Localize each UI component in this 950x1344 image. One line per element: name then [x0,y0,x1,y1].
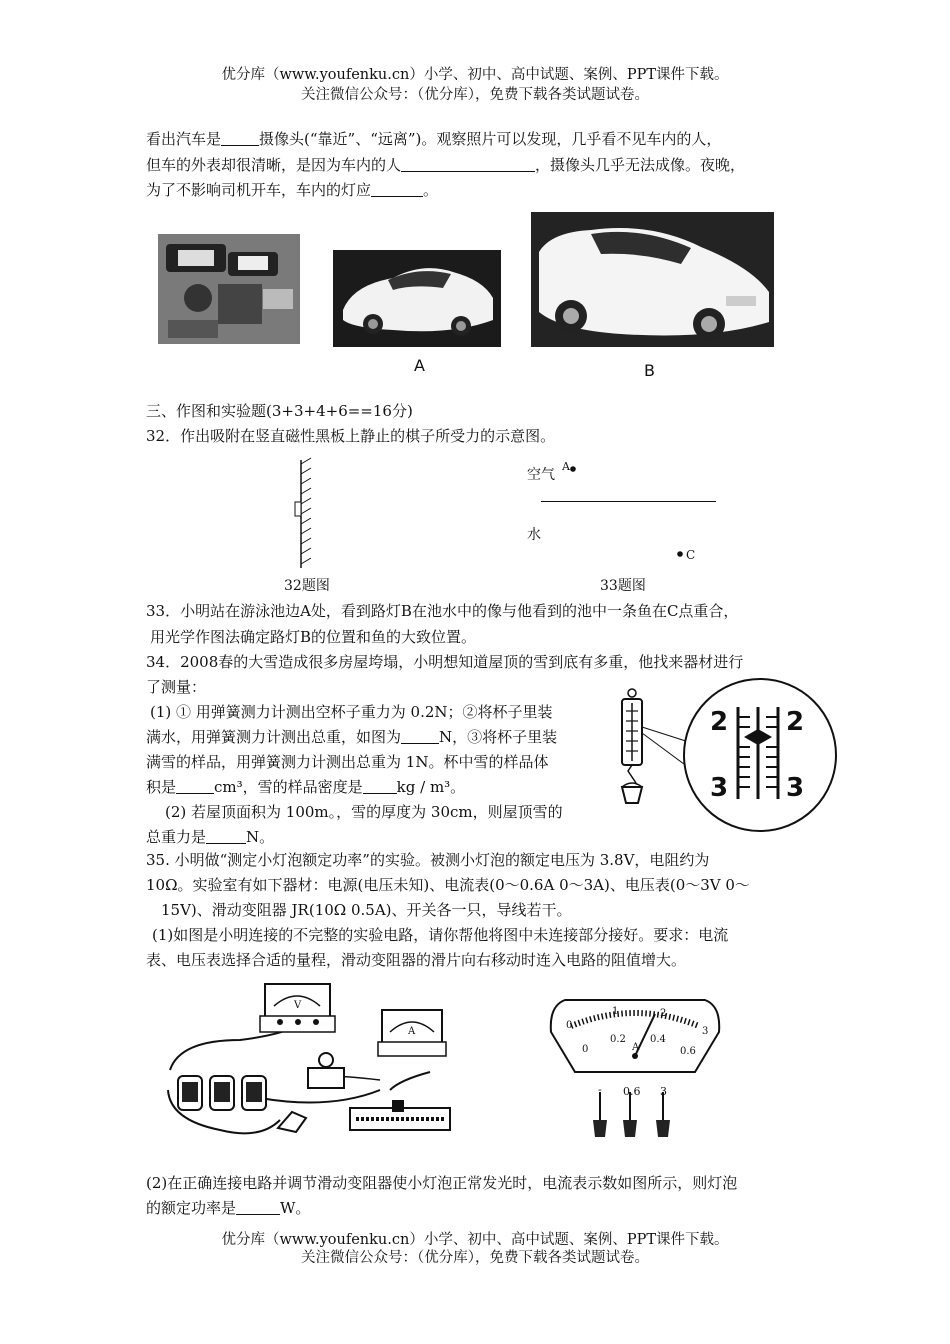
q34-text: 积是 [146,778,177,796]
header-line-2: 关注微信公众号：（优分库），免费下载各类试题试卷。 [301,87,649,103]
ammeter-label: A [408,1026,416,1037]
label-air: 空气 [527,467,555,483]
q34-p1-line-d: 满雪的样品，用弹簧测力计测出总重为 1N。杯中雪的样品体 [146,753,549,771]
circuit-figure [160,980,460,1146]
voltmeter-label: V [294,1000,302,1011]
camera-drawing [158,234,300,344]
q35-line-3: 15V)、滑动变阻器 JR(10Ω 0.5A)、开关各一只，导线若干。 [161,901,572,919]
blank[interactable] [176,777,214,794]
q33-line-2: 用光学作图法确定路灯B的位置和鱼的大致位置。 [150,628,477,646]
car-a-drawing [333,250,501,347]
meter-top-label-1: 1 [612,1006,619,1017]
q33-line-1: 33．小明站在游泳池边A处，看到路灯B在池水中的像与他看到的池中一条鱼在C点重合， [146,602,739,620]
q31-line-3 [146,178,811,203]
q31-text: 。 [423,181,439,199]
scale-label-3-left: 3 [710,773,729,803]
label-water: 水 [527,527,541,543]
terminal-minus-label: - [598,1083,602,1096]
blank[interactable] [221,129,259,146]
meter-unit-label: A [632,1042,640,1053]
photo-label-a: A [414,356,425,375]
q35-text: 的额定功率是 [146,1199,237,1217]
q35-line-1: 35. 小明做“测定小灯泡额定功率”的实验。被测小灯泡的额定电压为 3.8V，电阻约为 [146,851,710,869]
label-point-a: A [562,460,570,473]
terminal-3-label: 3 [660,1085,667,1098]
q34-p2-line-b [146,825,811,850]
camera-photo [158,234,300,344]
q31-text: ，摄像头几乎无法成像。夜晚， [535,156,746,174]
q34-text: 满水，用弹簧测力计测出总重，如图为 [146,728,402,746]
blank[interactable] [206,827,246,844]
ammeter-reading-figure [545,992,725,1144]
q31-text: 为了不影响司机开车，车内的灯应 [146,181,372,199]
scale-label-3-right: 3 [786,773,805,803]
point-c-dot [677,551,683,557]
header-line-1: 优分库（www.youfenku.cn）小学、初中、高中试题、案例、PPT课件下载。 [221,67,729,83]
q35-text: W。 [280,1199,311,1217]
q35-line-2: 10Ω。实验室有如下器材：电源(电压未知)、电流表(0～0.6A 0～3A)、电压表(0～3V 0～ [146,876,750,894]
water-surface-line [541,500,717,504]
q35-p1-line-a: (1)如图是小明连接的不完整的实验电路，请你帮他将图中未连接部分接好。要求：电流 [152,926,729,944]
meter-bottom-label-04: 0.4 [650,1034,666,1045]
meter-bottom-label-06: 0.6 [680,1046,696,1057]
footer-line-1: 优分库（www.youfenku.cn）小学、初中、高中试题、案例、PPT课件下载。 [221,1232,729,1248]
meter-top-label-0: 0 [566,1020,573,1031]
car-photo-b [531,212,774,347]
q34-line-1: 34．2008春的大雪造成很多房屋垮塌，小明想知道屋顶的雪到底有多重，他找来器材进行 [146,653,744,671]
q34-p2-line-a: (2) 若屋顶面积为 100m。，雪的厚度为 30cm，则屋顶雪的 [165,803,563,821]
q32-text: 32．作出吸附在竖直磁性黑板上静止的棋子所受力的示意图。 [146,427,556,445]
q32-blackboard-figure [290,458,330,570]
q34-p1-line-a: (1) ① 用弹簧测力计测出空杯子重力为 0.2N；②将杯子里装 [150,703,553,721]
blank[interactable] [371,180,423,197]
meter-top-label-3: 3 [702,1026,709,1037]
q35-p2-line-a: (2)在正确连接电路并调节滑动变阻器使小灯泡正常发光时，电流表示数如图所示，则灯泡 [146,1174,738,1192]
terminal-06-label: 0.6 [623,1085,641,1098]
q31-text: 但车的外表却很清晰，是因为车内的人 [146,156,402,174]
q31-text: 看出汽车是 [146,130,222,148]
blank[interactable] [401,727,439,744]
footer-line-2: 关注微信公众号：（优分库），免费下载各类试题试卷。 [301,1250,649,1266]
photo-label-b: B [644,361,655,380]
q34-text: 总重力是 [146,828,207,846]
meter-bottom-label-0: 0 [582,1044,589,1055]
q34-text: kg / m³。 [396,778,466,796]
car-b-drawing [531,212,774,347]
q34-text: N。 [246,828,275,846]
q33-caption: 33题图 [600,578,646,594]
meter-top-label-2: 2 [660,1008,667,1019]
blank[interactable] [401,155,535,172]
q31-text: 摄像头(“靠近”、“远离”)。观察照片可以发现，几乎看不见车内的人， [259,130,722,148]
q34-line-2: 了测量： [146,678,207,696]
point-a-dot [570,466,576,472]
q34-text: N，③将杯子里装 [439,728,558,746]
q31-line-1 [146,127,811,152]
section-3-title: 三、作图和实验题(3+3+4+6==16分) [146,402,413,420]
q31-line-2 [146,153,811,178]
q32-caption: 32题图 [284,578,330,594]
scale-label-2-right: 2 [786,707,805,737]
car-photo-a [333,250,501,347]
label-point-c: C [686,548,696,562]
battery-cells [178,1076,266,1110]
q35-p2-line-b [146,1196,811,1221]
q34-text: cm³，雪的样品密度是 [214,778,363,796]
blank[interactable] [236,1198,280,1215]
meter-bottom-label-02: 0.2 [610,1034,626,1045]
blank[interactable] [363,777,397,794]
q35-p1-line-b: 表、电压表选择合适的量程，滑动变阻器的滑片向右移动时连入电路的阻值增大。 [146,951,687,969]
scale-label-2-left: 2 [710,707,729,737]
